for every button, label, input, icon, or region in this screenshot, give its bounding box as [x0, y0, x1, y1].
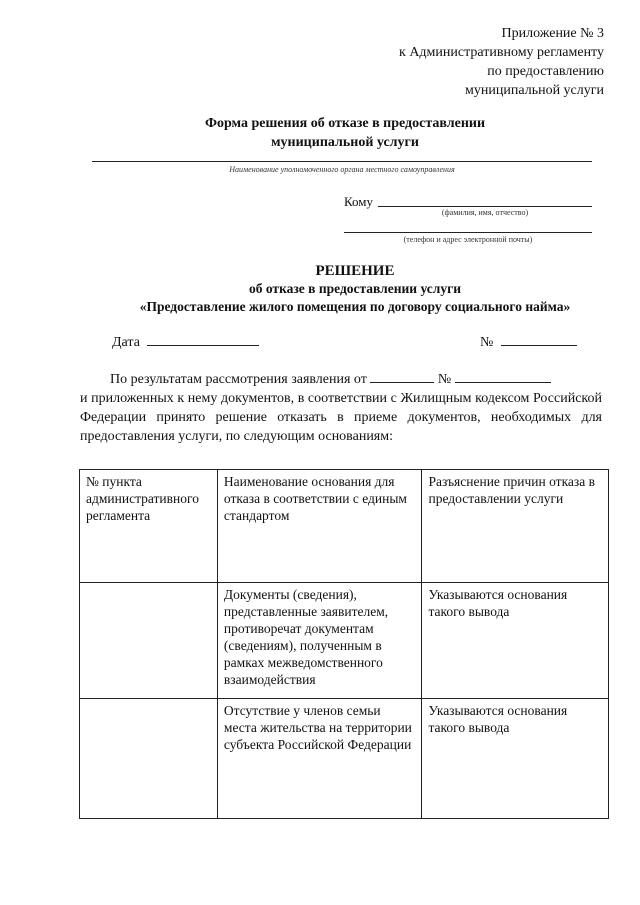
recipient-contact-line — [344, 232, 592, 233]
authority-caption: Наименование уполномоченного органа местного самоуправления — [229, 165, 455, 174]
paragraph-body: и приложенных к нему документов, в соответствии с Жилищным кодексом Российской Федерации принято решение отказать в приеме документов, необходимых для предоставления услуги, по следующим основаниям: — [80, 391, 602, 444]
table-header-cell: Разъяснение причин отказа в предоставлении услуги — [422, 470, 609, 583]
decision-title: РЕШЕНИЕ — [315, 263, 395, 279]
recipient-name-line — [378, 206, 592, 207]
recipient-contact-caption: (телефон и адрес электронной почты) — [403, 235, 533, 244]
table-header-row — [80, 470, 609, 583]
application-date-field[interactable] — [370, 368, 434, 383]
table-row — [80, 699, 609, 819]
paragraph-first-line — [80, 368, 602, 389]
recipient-name-caption: (фамилия, имя, отчество) — [441, 208, 529, 217]
decision-subtitle: об отказе в предоставлении услуги — [248, 281, 462, 296]
decision-paragraph — [80, 368, 602, 446]
service-name: «Предоставление жилого помещения по договору социального найма» — [139, 299, 571, 314]
table-header-cell: Наименование основания для отказа в соответствии с единым стандартом — [217, 470, 422, 583]
annex-line: Приложение № 3 — [501, 26, 604, 41]
table-cell — [80, 583, 218, 699]
paragraph-num-sign: № — [437, 372, 452, 387]
form-title — [120, 114, 570, 152]
annex-line: к Административному регламенту — [399, 45, 604, 60]
application-number-field[interactable] — [455, 368, 551, 383]
recipient-label: Кому — [344, 194, 374, 209]
annex-line: по предоставлению — [487, 64, 604, 79]
annex-line: муниципальной услуги — [465, 83, 604, 98]
table-cell — [80, 699, 218, 819]
annex-header — [399, 24, 604, 100]
number-row — [480, 331, 577, 351]
date-row — [112, 331, 259, 351]
number-label: № — [480, 335, 494, 350]
table-cell: Указываются основания такого вывода — [422, 583, 609, 699]
number-field[interactable] — [501, 331, 577, 346]
table-cell: Указываются основания такого вывода — [422, 699, 609, 819]
table-cell: Документы (сведения), представленные заявителем, противоречат документам (сведениям), полученным в рамках межведомственного взаимодействия — [217, 583, 422, 699]
authority-name-line — [92, 161, 592, 162]
date-field[interactable] — [147, 331, 259, 346]
paragraph-intro: По результатам рассмотрения заявления от — [110, 372, 367, 387]
table-row — [80, 583, 609, 699]
grounds-table — [79, 469, 609, 819]
date-label: Дата — [112, 335, 140, 350]
table-cell: Отсутствие у членов семьи места жительства на территории субъекта Российской Федерации — [217, 699, 422, 819]
decision-heading — [100, 262, 610, 316]
form-title-line: Форма решения об отказе в предоставлении — [204, 116, 486, 131]
form-title-line: муниципальной услуги — [271, 135, 419, 150]
table-header-cell: № пункта административного регламента — [80, 470, 218, 583]
